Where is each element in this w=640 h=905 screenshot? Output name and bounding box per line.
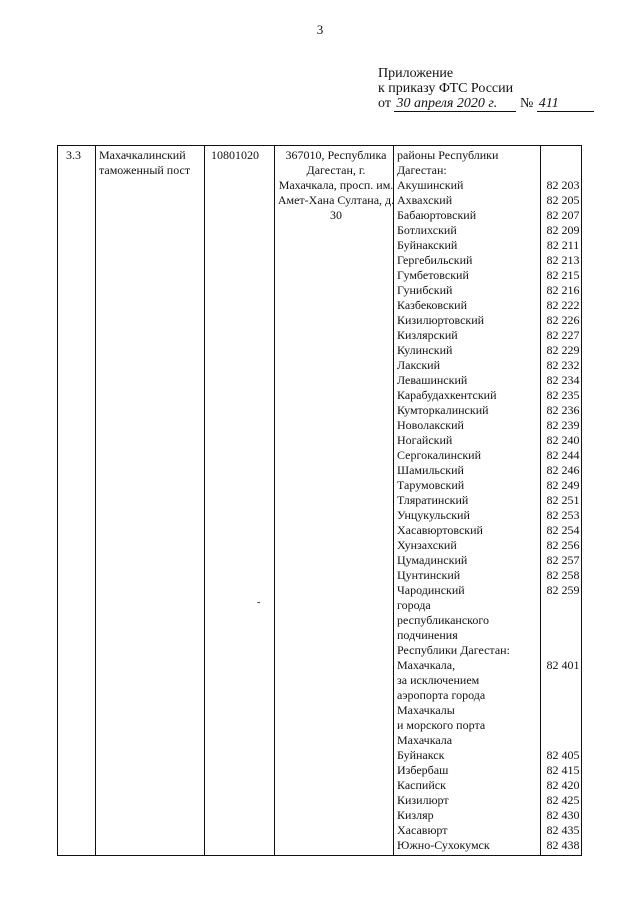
table-bottom-border — [57, 855, 582, 856]
okato-code: 82 435 — [546, 823, 580, 837]
region-name: Бабаюртовский — [397, 208, 477, 222]
col-border — [95, 145, 96, 856]
region-name: Избербаш — [397, 763, 449, 777]
okato-code — [544, 613, 582, 628]
okato-code: 82 405 — [546, 748, 580, 762]
region-name: и морского порта — [397, 718, 486, 732]
row-number: 3.3 — [66, 148, 81, 162]
okato-code: 82 203 — [546, 178, 580, 192]
okato-code — [544, 148, 582, 163]
region-name: Гунибский — [397, 283, 453, 297]
region-name: Кизилюрт — [397, 793, 449, 807]
region-name: районы Республики — [397, 148, 499, 162]
okato-code: 82 207 — [546, 208, 580, 222]
region-name: аэропорта города — [397, 688, 486, 702]
region-name: Кумторкалинский — [397, 403, 489, 417]
page-number: 3 — [316, 22, 324, 37]
okato-list — [544, 148, 582, 853]
region-name: Кизляр — [397, 808, 434, 822]
region-name: Левашинский — [397, 373, 468, 387]
okato-code: 82 430 — [546, 808, 580, 822]
customs-post-code: 10801020 — [211, 148, 259, 162]
okato-code: 82 239 — [546, 418, 580, 432]
order-number: 411 — [537, 97, 594, 112]
appendix-title: Приложение — [378, 66, 454, 81]
col-border — [274, 145, 275, 856]
okato-code: 82 215 — [546, 268, 580, 282]
okato-code: 82 209 — [546, 223, 580, 237]
region-name: Гергебильский — [397, 253, 473, 267]
okato-code: 82 229 — [546, 343, 580, 357]
region-name: Казбековский — [397, 298, 468, 312]
region-name: Гумбетовский — [397, 268, 469, 282]
number-prefix: № — [519, 96, 534, 111]
okato-code — [544, 733, 582, 748]
region-name: Карабудахкентский — [397, 388, 497, 402]
okato-code: 82 234 — [546, 373, 580, 387]
okato-code: 82 235 — [546, 388, 580, 402]
table-top-border — [57, 145, 582, 146]
col-border — [57, 145, 58, 856]
region-name: Каспийск — [397, 778, 446, 792]
okato-code: 82 420 — [546, 778, 580, 792]
region-name: Акушинский — [397, 178, 464, 192]
okato-code: 82 205 — [546, 193, 580, 207]
region-name: Южно-Сухокумск — [397, 838, 490, 852]
region-name: Сергокалинский — [397, 448, 482, 462]
okato-code: 82 415 — [546, 763, 580, 777]
okato-code — [544, 643, 582, 658]
region-name: Тляратинский — [397, 493, 469, 507]
okato-code: 82 257 — [546, 553, 580, 567]
customs-post-address: 367010, Республика Дагестан, г. Махачкала, просп. им. Амет-Хана Султана, д. 30 — [277, 148, 395, 222]
okato-code: 82 259 — [546, 583, 580, 597]
region-name: Дагестан: — [397, 163, 447, 177]
scan-mark: - — [257, 597, 261, 608]
okato-code — [544, 598, 582, 613]
okato-code — [544, 673, 582, 688]
region-name: Цумадинский — [397, 553, 468, 567]
okato-code: 82 438 — [546, 838, 580, 852]
region-name: Махачкала — [397, 733, 453, 747]
region-name: Махачкала, — [397, 658, 456, 672]
region-name: Ботлихский — [397, 223, 457, 237]
region-name: Хунзахский — [397, 538, 457, 552]
okato-code: 82 236 — [546, 403, 580, 417]
okato-code: 82 253 — [546, 508, 580, 522]
region-name: за исключением — [397, 673, 480, 687]
okato-code: 82 222 — [546, 298, 580, 312]
okato-code — [544, 163, 582, 178]
okato-code — [544, 718, 582, 733]
order-date-line — [378, 96, 594, 112]
okato-code — [544, 688, 582, 703]
region-name: Чародинский — [397, 583, 465, 597]
region-name: Унцукульский — [397, 508, 470, 522]
okato-code: 82 211 — [546, 238, 580, 252]
region-name: Цунтинский — [397, 568, 461, 582]
okato-code: 82 244 — [546, 448, 580, 462]
okato-code — [544, 628, 582, 643]
appendix-header — [378, 66, 594, 112]
region-name: Ахвахский — [397, 193, 453, 207]
region-name: Хасавюртовский — [397, 523, 483, 537]
order-reference: к приказу ФТС России — [378, 81, 514, 96]
col-border — [204, 145, 205, 856]
order-date: 30 апреля 2020 г. — [394, 97, 516, 112]
region-name: Буйнакск — [397, 748, 445, 762]
region-name: Буйнакский — [397, 238, 458, 252]
okato-code: 82 258 — [546, 568, 580, 582]
okato-code: 82 227 — [546, 328, 580, 342]
region-name: Шамильский — [397, 463, 464, 477]
region-name: Хасавюрт — [397, 823, 448, 837]
okato-code: 82 226 — [546, 313, 580, 327]
region-name: Кизилюртовский — [397, 313, 485, 327]
region-name: Республики Дагестан: — [397, 643, 510, 657]
okato-code: 82 246 — [546, 463, 580, 477]
okato-code: 82 216 — [546, 283, 580, 297]
region-name: Лакский — [397, 358, 440, 372]
col-border — [393, 145, 394, 856]
okato-code: 82 425 — [546, 793, 580, 807]
date-prefix: от — [378, 96, 391, 111]
okato-code: 82 249 — [546, 478, 580, 492]
okato-code: 82 401 — [546, 658, 580, 672]
region-name: Тарумовский — [397, 478, 465, 492]
okato-code: 82 232 — [546, 358, 580, 372]
region-list — [397, 148, 542, 853]
okato-code — [544, 703, 582, 718]
region-name: Ногайский — [397, 433, 453, 447]
region-name: Новолакский — [397, 418, 464, 432]
okato-code: 82 256 — [546, 538, 580, 552]
okato-code: 82 251 — [546, 493, 580, 507]
region-name: республиканского — [397, 613, 489, 627]
region-name: Кизлярский — [397, 328, 458, 342]
region-name: города — [397, 598, 431, 612]
region-name: Кулинский — [397, 343, 453, 357]
customs-post-name: Махачкалинский таможенный пост — [99, 148, 191, 177]
okato-code: 82 254 — [546, 523, 580, 537]
okato-code: 82 240 — [546, 433, 580, 447]
okato-code: 82 213 — [546, 253, 580, 267]
region-name: Махачкалы — [397, 703, 455, 717]
region-name: подчинения — [397, 628, 458, 642]
